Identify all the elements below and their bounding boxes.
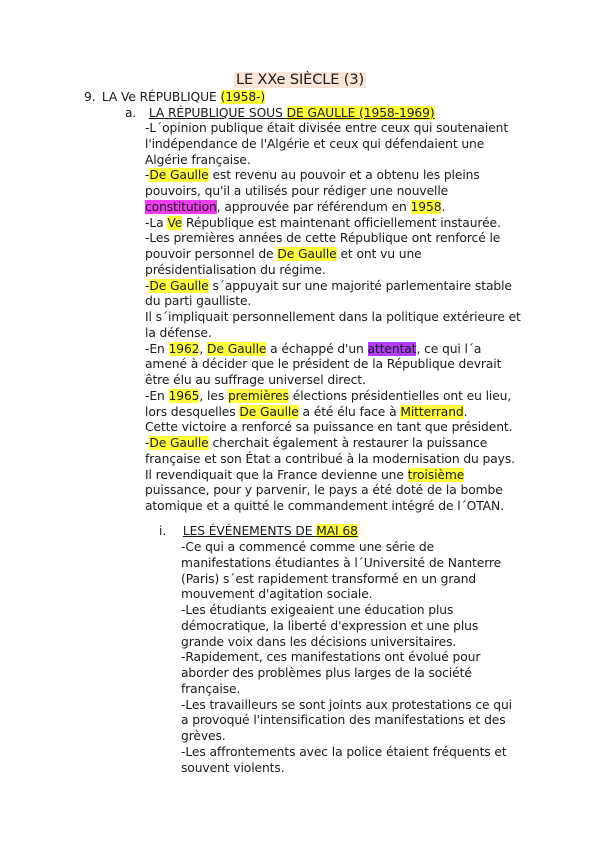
- paragraph: -En 1962, De Gaulle a échappé d'un attentat, ce qui l´a amené à décider que le président de la République devrait être élu au suffrage universel direct.: [145, 341, 502, 387]
- section-a-body: [145, 121, 525, 515]
- section-9-number: 9.: [84, 90, 96, 104]
- section-i-highlight: MAI 68: [316, 524, 358, 538]
- highlight: 1965: [168, 388, 200, 403]
- paragraph: Cette victoire a renforcé sa puissance en tant que président.: [145, 420, 513, 435]
- highlight: troisième: [407, 467, 465, 482]
- section-a-highlight: DE GAULLE (1958-1969): [286, 106, 435, 120]
- section-i-heading: [159, 524, 358, 539]
- highlight: Ve: [167, 215, 183, 230]
- paragraph: -Les travailleurs se sont joints aux protestations ce qui a provoqué l'intensification des manifestations et des grèves.: [181, 697, 512, 743]
- paragraph: -Les étudiants exigeaient une éducation plus démocratique, la liberté d'expression et une plus grande voix dans les décisions universitaires.: [181, 603, 479, 649]
- highlight: attentat: [367, 341, 417, 356]
- section-i-label: LES ÉVÉNEMENTS DE: [182, 524, 317, 538]
- page-title: [0, 71, 600, 89]
- highlight: Mitterrand: [400, 404, 464, 419]
- section-9-label: LA Ve RÉPUBLIQUE: [101, 90, 221, 104]
- section-a-number: a.: [125, 106, 137, 120]
- highlight: 1962: [168, 341, 200, 356]
- highlight: De Gaulle: [239, 404, 299, 419]
- paragraph: -Rapidement, ces manifestations ont évolué pour aborder des problèmes plus larges de la société française.: [181, 650, 481, 696]
- highlight: De Gaulle: [207, 341, 267, 356]
- section-9-heading: [84, 90, 265, 105]
- paragraph: Il s´impliquait personnellement dans la politique extérieure et la défense.: [145, 310, 521, 340]
- section-a-heading: [125, 106, 435, 121]
- highlight: De Gaulle: [149, 278, 209, 293]
- section-9-years: (1958-): [220, 90, 266, 104]
- paragraph: -La Ve République est maintenant officiellement instaurée.: [145, 215, 501, 230]
- highlight: De Gaulle: [277, 247, 337, 261]
- paragraph: -De Gaulle s´appuyait sur une majorité parlementaire stable du parti gaulliste.: [145, 278, 512, 309]
- paragraph: -Les affrontements avec la police étaient fréquents et souvent violents.: [181, 744, 507, 775]
- paragraph: -Ce qui a commencé comme une série de manifestations étudiantes à l´Université de Nanterre (Paris) s´est rapidement transformé en un grand mouvement d'agitation sociale.: [181, 540, 502, 602]
- paragraph: -En 1965, les premières élections présidentielles ont eu lieu, lors desquelles De Gaulle a été élu face à Mitterrand.: [145, 388, 512, 419]
- paragraph: Il revendiquait que la France devienne une troisième puissance, pour y parvenir, le pays a été doté de la bombe atomique et a quitté le commandement intégré de l´OTAN.: [145, 467, 504, 513]
- paragraph: -De Gaulle est revenu au pouvoir et a obtenu les pleins pouvoirs, qu'il a utilisés pour rédiger une nouvelle constitution, approuvée par référendum en 1958.: [145, 168, 480, 214]
- section-i-number: i.: [159, 524, 167, 538]
- paragraph: -De Gaulle cherchait également à restaurer la puissance française et son État a contribué à la modernisation du pays.: [145, 436, 515, 466]
- title-text: LE XXe SIÈCLE (3): [235, 72, 365, 88]
- highlight: De Gaulle: [149, 436, 209, 450]
- highlight: De Gaulle: [149, 168, 209, 183]
- highlight: premières: [227, 388, 289, 403]
- highlight: constitution: [145, 199, 217, 214]
- section-a-label: LA RÉPUBLIQUE SOUS: [148, 106, 287, 120]
- paragraph: -Les premières années de cette République ont renforcé le pouvoir personnel de De Gaulle et ont vu une présidentialisation du régime.: [145, 231, 501, 277]
- highlight: 1958: [410, 199, 442, 214]
- paragraph: -L´opinion publique était divisée entre ceux qui soutenaient l'indépendance de l'Algérie et ceux qui défendaient une Algérie française.: [145, 121, 509, 167]
- section-i-body: [181, 540, 521, 776]
